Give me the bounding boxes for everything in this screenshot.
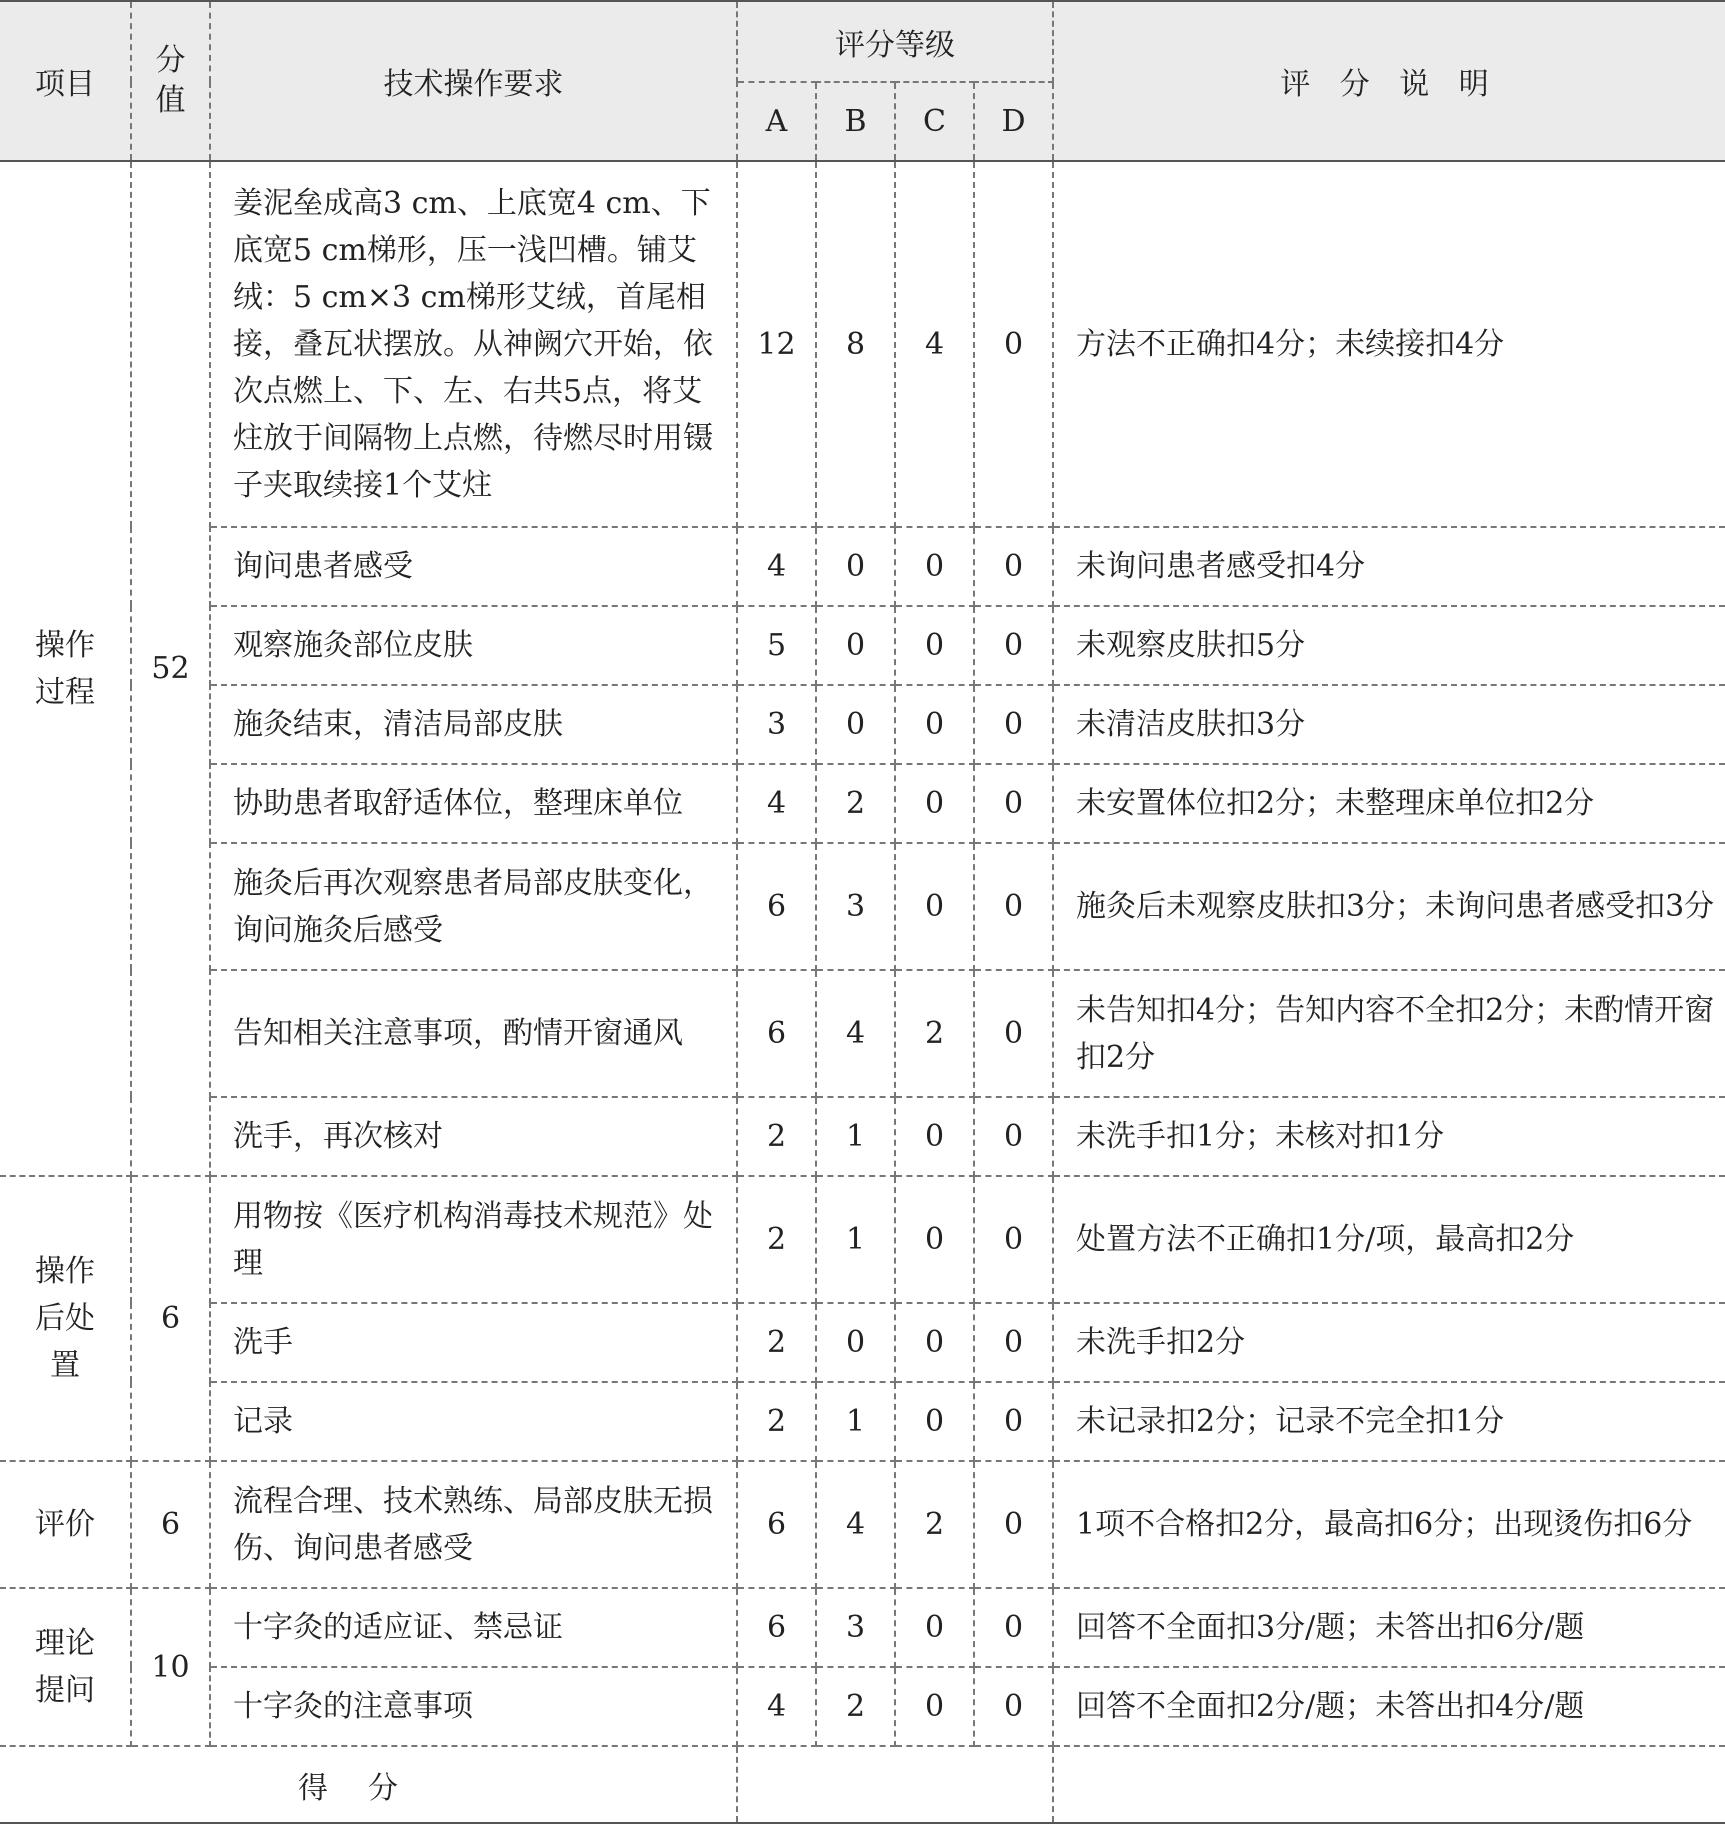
- header-grade-title: 评分等级: [737, 1, 1053, 82]
- table-row: [0, 1588, 1725, 1667]
- requirement-cell: 洗手: [210, 1303, 737, 1382]
- grade-d-cell: 0: [974, 161, 1053, 527]
- requirement-cell: 施灸结束，清洁局部皮肤: [210, 685, 737, 764]
- grade-a-cell: 3: [737, 685, 816, 764]
- grade-a-cell: 2: [737, 1097, 816, 1176]
- table-row: [0, 970, 1725, 1097]
- explanation-cell: 未告知扣4分；告知内容不全扣2分；未酌情开窗扣2分: [1053, 970, 1725, 1097]
- table-body: [0, 161, 1725, 1823]
- explanation-cell: 未安置体位扣2分；未整理床单位扣2分: [1053, 764, 1725, 843]
- header-explanation: 评 分 说 明: [1053, 1, 1725, 161]
- explanation-cell: 未洗手扣2分: [1053, 1303, 1725, 1382]
- requirement-cell: 用物按《医疗机构消毒技术规范》处理: [210, 1176, 737, 1303]
- header-requirement: 技术操作要求: [210, 1, 737, 161]
- grade-c-cell: 0: [895, 1382, 974, 1461]
- score-row: [0, 1746, 1725, 1823]
- table-row: [0, 1382, 1725, 1461]
- section-points: 6: [131, 1461, 210, 1588]
- explanation-cell: 方法不正确扣4分；未续接扣4分: [1053, 161, 1725, 527]
- grade-d-cell: 0: [974, 1667, 1053, 1746]
- grade-b-cell: 3: [816, 1588, 895, 1667]
- grade-a-cell: 5: [737, 606, 816, 685]
- requirement-cell: 记录: [210, 1382, 737, 1461]
- requirement-cell: 施灸后再次观察患者局部皮肤变化，询问施灸后感受: [210, 843, 737, 970]
- requirement-cell: 询问患者感受: [210, 527, 737, 606]
- requirement-cell: 洗手，再次核对: [210, 1097, 737, 1176]
- grade-b-cell: 4: [816, 970, 895, 1097]
- requirement-cell: 告知相关注意事项，酌情开窗通风: [210, 970, 737, 1097]
- header-grade-a: A: [737, 82, 816, 161]
- grade-d-cell: 0: [974, 970, 1053, 1097]
- grade-d-cell: 0: [974, 1461, 1053, 1588]
- grade-d-cell: 0: [974, 1588, 1053, 1667]
- section-points: 6: [131, 1176, 210, 1461]
- grade-c-cell: 0: [895, 606, 974, 685]
- grade-c-cell: 2: [895, 1461, 974, 1588]
- grade-b-cell: 1: [816, 1382, 895, 1461]
- grade-b-cell: 4: [816, 1461, 895, 1588]
- grade-b-cell: 1: [816, 1097, 895, 1176]
- requirement-cell: 流程合理、技术熟练、局部皮肤无损伤、询问患者感受: [210, 1461, 737, 1588]
- grade-c-cell: 0: [895, 1667, 974, 1746]
- grade-b-cell: 0: [816, 685, 895, 764]
- explanation-cell: 回答不全面扣3分/题；未答出扣6分/题: [1053, 1588, 1725, 1667]
- grade-b-cell: 0: [816, 1303, 895, 1382]
- grade-c-cell: 0: [895, 527, 974, 606]
- grade-d-cell: 0: [974, 1303, 1053, 1382]
- explanation-cell: 处置方法不正确扣1分/项，最高扣2分: [1053, 1176, 1725, 1303]
- grade-c-cell: 0: [895, 764, 974, 843]
- grade-c-cell: 0: [895, 1097, 974, 1176]
- table-row: [0, 161, 1725, 527]
- grade-b-cell: 2: [816, 1667, 895, 1746]
- grade-b-cell: 2: [816, 764, 895, 843]
- grade-a-cell: 6: [737, 1461, 816, 1588]
- table-row: [0, 1461, 1725, 1588]
- grade-b-cell: 0: [816, 527, 895, 606]
- table-row: [0, 606, 1725, 685]
- grade-a-cell: 6: [737, 1588, 816, 1667]
- table-row: [0, 1097, 1725, 1176]
- explanation-cell: 回答不全面扣2分/题；未答出扣4分/题: [1053, 1667, 1725, 1746]
- table-row: [0, 1667, 1725, 1746]
- grade-b-cell: 8: [816, 161, 895, 527]
- grade-a-cell: 6: [737, 843, 816, 970]
- grade-a-cell: 2: [737, 1303, 816, 1382]
- grade-b-cell: 1: [816, 1176, 895, 1303]
- table-header: [0, 1, 1725, 161]
- score-label: 得分: [0, 1746, 737, 1823]
- grade-a-cell: 2: [737, 1176, 816, 1303]
- table-row: [0, 1303, 1725, 1382]
- requirement-cell: 十字灸的注意事项: [210, 1667, 737, 1746]
- section-points: 52: [131, 161, 210, 1176]
- header-grade-b: B: [816, 82, 895, 161]
- grade-c-cell: 0: [895, 685, 974, 764]
- requirement-cell: 姜泥垒成高3 cm、上底宽4 cm、下底宽5 cm梯形，压一浅凹槽。铺艾绒：5 cm×3 cm梯形艾绒，首尾相接，叠瓦状摆放。从神阙穴开始，依次点燃上、下、左、右共5点，将艾炷放于间隔物上点燃，待燃尽时用镊子夹取续接1个艾炷: [210, 161, 737, 527]
- explanation-cell: 未洗手扣1分；未核对扣1分: [1053, 1097, 1725, 1176]
- grade-c-cell: 2: [895, 970, 974, 1097]
- grade-a-cell: 4: [737, 764, 816, 843]
- explanation-cell: 1项不合格扣2分，最高扣6分；出现烫伤扣6分: [1053, 1461, 1725, 1588]
- requirement-cell: 观察施灸部位皮肤: [210, 606, 737, 685]
- explanation-cell: 未清洁皮肤扣3分: [1053, 685, 1725, 764]
- section-points: 10: [131, 1588, 210, 1746]
- grade-d-cell: 0: [974, 685, 1053, 764]
- score-grade-cell: [737, 1746, 1053, 1823]
- grade-c-cell: 0: [895, 1303, 974, 1382]
- section-name: 理论 提问: [0, 1588, 131, 1746]
- section-name: 评价: [0, 1461, 131, 1588]
- grade-d-cell: 0: [974, 1382, 1053, 1461]
- table-row: [0, 1176, 1725, 1303]
- score-note-cell: [1053, 1746, 1725, 1823]
- grade-c-cell: 4: [895, 161, 974, 527]
- table-row: [0, 527, 1725, 606]
- grade-d-cell: 0: [974, 527, 1053, 606]
- grade-d-cell: 0: [974, 1097, 1053, 1176]
- grade-d-cell: 0: [974, 606, 1053, 685]
- grade-c-cell: 0: [895, 843, 974, 970]
- table-row: [0, 685, 1725, 764]
- header-grade-c: C: [895, 82, 974, 161]
- header-project: 项目: [0, 1, 131, 161]
- header-grade-d: D: [974, 82, 1053, 161]
- grade-c-cell: 0: [895, 1176, 974, 1303]
- explanation-cell: 未观察皮肤扣5分: [1053, 606, 1725, 685]
- grade-b-cell: 0: [816, 606, 895, 685]
- grade-d-cell: 0: [974, 843, 1053, 970]
- table-row: [0, 764, 1725, 843]
- requirement-cell: 十字灸的适应证、禁忌证: [210, 1588, 737, 1667]
- requirement-cell: 协助患者取舒适体位，整理床单位: [210, 764, 737, 843]
- grade-a-cell: 12: [737, 161, 816, 527]
- explanation-cell: 施灸后未观察皮肤扣3分；未询问患者感受扣3分: [1053, 843, 1725, 970]
- grade-d-cell: 0: [974, 1176, 1053, 1303]
- grade-a-cell: 6: [737, 970, 816, 1097]
- grade-b-cell: 3: [816, 843, 895, 970]
- grade-a-cell: 4: [737, 1667, 816, 1746]
- grade-a-cell: 2: [737, 1382, 816, 1461]
- table-row: [0, 843, 1725, 970]
- grade-c-cell: 0: [895, 1588, 974, 1667]
- section-name: 操作 过程: [0, 161, 131, 1176]
- section-name: 操作 后处 置: [0, 1176, 131, 1461]
- header-points: 分 值: [131, 1, 210, 161]
- grade-d-cell: 0: [974, 764, 1053, 843]
- explanation-cell: 未询问患者感受扣4分: [1053, 527, 1725, 606]
- grade-a-cell: 4: [737, 527, 816, 606]
- explanation-cell: 未记录扣2分；记录不完全扣1分: [1053, 1382, 1725, 1461]
